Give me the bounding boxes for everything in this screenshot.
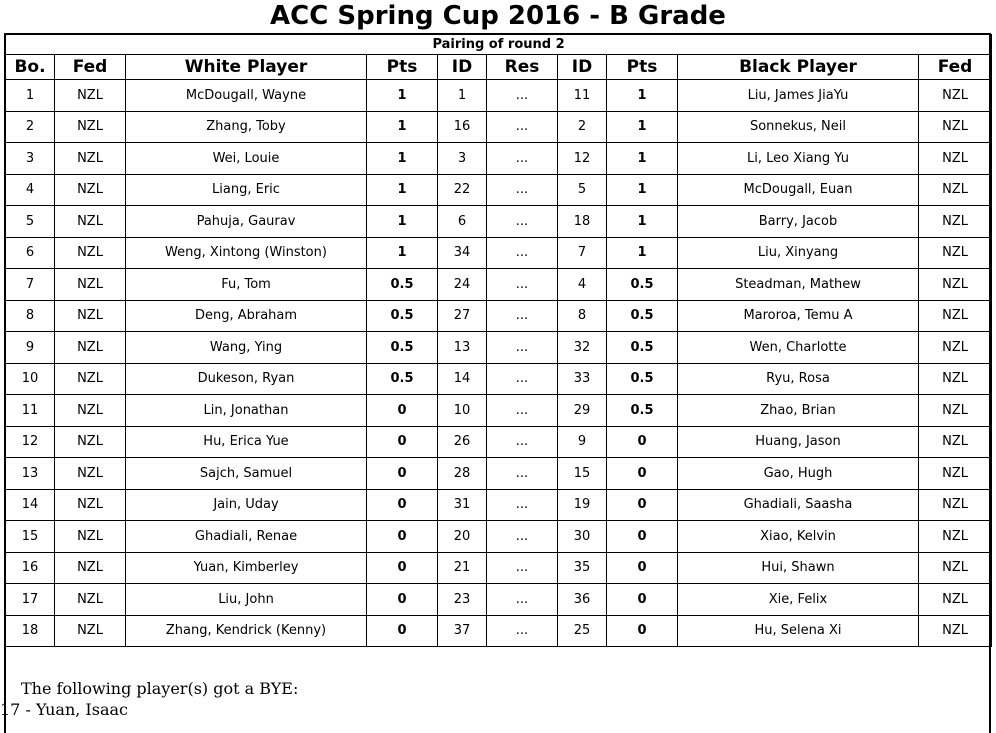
bye-player: 17 - Yuan, Isaac — [0, 700, 128, 719]
black-player-cell: Sonnekus, Neil — [678, 111, 919, 143]
bye-label: The following player(s) got a BYE: — [21, 679, 299, 698]
table-row — [6, 521, 992, 553]
black-fed-cell: NZL — [919, 584, 992, 616]
header-black-player: Black Player — [678, 55, 919, 80]
white-player-cell: Jain, Uday — [126, 489, 367, 521]
white-id-cell: 21 — [438, 552, 487, 584]
white-player-cell: Yuan, Kimberley — [126, 552, 367, 584]
header-white-fed: Fed — [55, 55, 126, 80]
white-player-cell: Fu, Tom — [126, 269, 367, 301]
white-fed-cell: NZL — [55, 458, 126, 490]
board-cell: 12 — [6, 426, 55, 458]
black-player-cell: McDougall, Euan — [678, 174, 919, 206]
board-cell: 11 — [6, 395, 55, 427]
board-cell: 8 — [6, 300, 55, 332]
result-cell: ... — [487, 395, 558, 427]
board-cell: 16 — [6, 552, 55, 584]
board-cell: 10 — [6, 363, 55, 395]
white-player-cell: Zhang, Toby — [126, 111, 367, 143]
table-row — [6, 143, 992, 175]
table-row — [6, 269, 992, 301]
black-fed-cell: NZL — [919, 174, 992, 206]
header-black-pts: Pts — [607, 55, 678, 80]
white-player-cell: Weng, Xintong (Winston) — [126, 237, 367, 269]
white-fed-cell: NZL — [55, 174, 126, 206]
table-row — [6, 395, 992, 427]
white-player-cell: Sajch, Samuel — [126, 458, 367, 490]
black-player-cell: Li, Leo Xiang Yu — [678, 143, 919, 175]
black-fed-cell: NZL — [919, 206, 992, 238]
black-pts-cell: 1 — [607, 143, 678, 175]
board-cell: 1 — [6, 80, 55, 112]
header-board: Bo. — [6, 55, 55, 80]
black-player-cell: Steadman, Mathew — [678, 269, 919, 301]
white-id-cell: 26 — [438, 426, 487, 458]
white-fed-cell: NZL — [55, 584, 126, 616]
black-id-cell: 18 — [558, 206, 607, 238]
result-cell: ... — [487, 521, 558, 553]
white-fed-cell: NZL — [55, 426, 126, 458]
result-cell: ... — [487, 269, 558, 301]
black-fed-cell: NZL — [919, 363, 992, 395]
white-fed-cell: NZL — [55, 80, 126, 112]
black-id-cell: 12 — [558, 143, 607, 175]
white-fed-cell: NZL — [55, 552, 126, 584]
white-pts-cell: 0.5 — [367, 300, 438, 332]
white-fed-cell: NZL — [55, 363, 126, 395]
header-white-pts: Pts — [367, 55, 438, 80]
black-id-cell: 15 — [558, 458, 607, 490]
black-pts-cell: 1 — [607, 80, 678, 112]
result-cell: ... — [487, 237, 558, 269]
table-row — [6, 363, 992, 395]
white-player-cell: Hu, Erica Yue — [126, 426, 367, 458]
white-id-cell: 31 — [438, 489, 487, 521]
black-id-cell: 25 — [558, 615, 607, 647]
table-row — [6, 174, 992, 206]
white-fed-cell: NZL — [55, 615, 126, 647]
black-pts-cell: 0 — [607, 521, 678, 553]
result-cell: ... — [487, 458, 558, 490]
black-id-cell: 5 — [558, 174, 607, 206]
table-row — [6, 206, 992, 238]
white-fed-cell: NZL — [55, 332, 126, 364]
result-cell: ... — [487, 489, 558, 521]
white-id-cell: 28 — [438, 458, 487, 490]
table-row — [6, 552, 992, 584]
board-cell: 14 — [6, 489, 55, 521]
black-player-cell: Hu, Selena Xi — [678, 615, 919, 647]
black-id-cell: 32 — [558, 332, 607, 364]
white-fed-cell: NZL — [55, 143, 126, 175]
white-id-cell: 27 — [438, 300, 487, 332]
black-player-cell: Hui, Shawn — [678, 552, 919, 584]
black-fed-cell: NZL — [919, 395, 992, 427]
white-fed-cell: NZL — [55, 395, 126, 427]
table-row — [6, 615, 992, 647]
black-fed-cell: NZL — [919, 237, 992, 269]
black-fed-cell: NZL — [919, 300, 992, 332]
result-cell: ... — [487, 363, 558, 395]
white-pts-cell: 0.5 — [367, 332, 438, 364]
result-cell: ... — [487, 615, 558, 647]
white-player-cell: Lin, Jonathan — [126, 395, 367, 427]
white-pts-cell: 0 — [367, 552, 438, 584]
white-pts-cell: 1 — [367, 80, 438, 112]
white-pts-cell: 0 — [367, 615, 438, 647]
black-id-cell: 8 — [558, 300, 607, 332]
black-fed-cell: NZL — [919, 143, 992, 175]
black-pts-cell: 1 — [607, 206, 678, 238]
result-cell: ... — [487, 143, 558, 175]
white-fed-cell: NZL — [55, 269, 126, 301]
white-pts-cell: 0.5 — [367, 363, 438, 395]
white-fed-cell: NZL — [55, 237, 126, 269]
black-fed-cell: NZL — [919, 489, 992, 521]
white-fed-cell: NZL — [55, 300, 126, 332]
white-pts-cell: 0 — [367, 489, 438, 521]
white-player-cell: Zhang, Kendrick (Kenny) — [126, 615, 367, 647]
caption-row — [6, 34, 992, 55]
table-row — [6, 300, 992, 332]
white-id-cell: 37 — [438, 615, 487, 647]
round-caption: Pairing of round 2 — [6, 34, 992, 55]
board-cell: 4 — [6, 174, 55, 206]
board-cell: 13 — [6, 458, 55, 490]
black-id-cell: 33 — [558, 363, 607, 395]
white-id-cell: 34 — [438, 237, 487, 269]
black-id-cell: 4 — [558, 269, 607, 301]
header-black-fed: Fed — [919, 55, 992, 80]
black-player-cell: Xie, Felix — [678, 584, 919, 616]
white-pts-cell: 1 — [367, 111, 438, 143]
black-pts-cell: 0 — [607, 584, 678, 616]
result-cell: ... — [487, 174, 558, 206]
black-id-cell: 30 — [558, 521, 607, 553]
black-pts-cell: 0.5 — [607, 269, 678, 301]
board-cell: 9 — [6, 332, 55, 364]
result-cell: ... — [487, 111, 558, 143]
result-cell: ... — [487, 584, 558, 616]
header-black-id: ID — [558, 55, 607, 80]
white-fed-cell: NZL — [55, 521, 126, 553]
black-fed-cell: NZL — [919, 269, 992, 301]
black-id-cell: 7 — [558, 237, 607, 269]
black-player-cell: Wen, Charlotte — [678, 332, 919, 364]
black-pts-cell: 0.5 — [607, 363, 678, 395]
white-pts-cell: 1 — [367, 174, 438, 206]
table-row — [6, 489, 992, 521]
white-pts-cell: 0.5 — [367, 269, 438, 301]
white-player-cell: Ghadiali, Renae — [126, 521, 367, 553]
result-cell: ... — [487, 206, 558, 238]
black-player-cell: Gao, Hugh — [678, 458, 919, 490]
header-result: Res — [487, 55, 558, 80]
board-cell: 15 — [6, 521, 55, 553]
black-player-cell: Xiao, Kelvin — [678, 521, 919, 553]
white-id-cell: 24 — [438, 269, 487, 301]
board-cell: 17 — [6, 584, 55, 616]
result-cell: ... — [487, 552, 558, 584]
black-player-cell: Liu, James JiaYu — [678, 80, 919, 112]
black-pts-cell: 1 — [607, 174, 678, 206]
black-pts-cell: 0.5 — [607, 395, 678, 427]
white-id-cell: 3 — [438, 143, 487, 175]
header-white-id: ID — [438, 55, 487, 80]
black-fed-cell: NZL — [919, 111, 992, 143]
black-id-cell: 11 — [558, 80, 607, 112]
black-fed-cell: NZL — [919, 332, 992, 364]
white-id-cell: 14 — [438, 363, 487, 395]
black-pts-cell: 0 — [607, 615, 678, 647]
pairings-table — [5, 34, 992, 647]
black-id-cell: 29 — [558, 395, 607, 427]
white-player-cell: McDougall, Wayne — [126, 80, 367, 112]
black-player-cell: Huang, Jason — [678, 426, 919, 458]
black-pts-cell: 0 — [607, 489, 678, 521]
white-id-cell: 1 — [438, 80, 487, 112]
white-fed-cell: NZL — [55, 111, 126, 143]
board-cell: 6 — [6, 237, 55, 269]
white-player-cell: Pahuja, Gaurav — [126, 206, 367, 238]
black-id-cell: 36 — [558, 584, 607, 616]
table-row — [6, 111, 992, 143]
pairing-rows — [6, 80, 992, 647]
table-row — [6, 584, 992, 616]
black-id-cell: 2 — [558, 111, 607, 143]
table-row — [6, 458, 992, 490]
black-player-cell: Maroroa, Temu A — [678, 300, 919, 332]
table-row — [6, 80, 992, 112]
black-id-cell: 19 — [558, 489, 607, 521]
black-id-cell: 35 — [558, 552, 607, 584]
result-cell: ... — [487, 80, 558, 112]
board-cell: 2 — [6, 111, 55, 143]
board-cell: 7 — [6, 269, 55, 301]
black-player-cell: Liu, Xinyang — [678, 237, 919, 269]
white-fed-cell: NZL — [55, 206, 126, 238]
white-id-cell: 22 — [438, 174, 487, 206]
white-id-cell: 6 — [438, 206, 487, 238]
black-fed-cell: NZL — [919, 458, 992, 490]
white-player-cell: Deng, Abraham — [126, 300, 367, 332]
white-pts-cell: 0 — [367, 426, 438, 458]
white-pts-cell: 0 — [367, 395, 438, 427]
white-player-cell: Liu, John — [126, 584, 367, 616]
white-player-cell: Wei, Louie — [126, 143, 367, 175]
black-player-cell: Zhao, Brian — [678, 395, 919, 427]
table-row — [6, 426, 992, 458]
white-id-cell: 16 — [438, 111, 487, 143]
table-row — [6, 237, 992, 269]
white-player-cell: Liang, Eric — [126, 174, 367, 206]
board-cell: 18 — [6, 615, 55, 647]
black-fed-cell: NZL — [919, 521, 992, 553]
white-id-cell: 23 — [438, 584, 487, 616]
header-row — [6, 55, 992, 80]
black-pts-cell: 0 — [607, 458, 678, 490]
black-fed-cell: NZL — [919, 552, 992, 584]
black-fed-cell: NZL — [919, 80, 992, 112]
white-player-cell: Dukeson, Ryan — [126, 363, 367, 395]
result-cell: ... — [487, 426, 558, 458]
white-fed-cell: NZL — [55, 489, 126, 521]
white-pts-cell: 1 — [367, 206, 438, 238]
header-white-player: White Player — [126, 55, 367, 80]
white-pts-cell: 1 — [367, 143, 438, 175]
result-cell: ... — [487, 332, 558, 364]
black-player-cell: Ryu, Rosa — [678, 363, 919, 395]
white-id-cell: 10 — [438, 395, 487, 427]
black-pts-cell: 0 — [607, 552, 678, 584]
white-pts-cell: 0 — [367, 584, 438, 616]
table-row — [6, 332, 992, 364]
black-player-cell: Ghadiali, Saasha — [678, 489, 919, 521]
page-title: ACC Spring Cup 2016 - B Grade — [270, 1, 726, 31]
white-pts-cell: 0 — [367, 458, 438, 490]
white-pts-cell: 0 — [367, 521, 438, 553]
black-id-cell: 9 — [558, 426, 607, 458]
black-player-cell: Barry, Jacob — [678, 206, 919, 238]
bye-section — [0, 678, 298, 720]
white-id-cell: 20 — [438, 521, 487, 553]
black-pts-cell: 1 — [607, 111, 678, 143]
black-pts-cell: 0 — [607, 426, 678, 458]
white-pts-cell: 1 — [367, 237, 438, 269]
black-pts-cell: 0.5 — [607, 300, 678, 332]
black-fed-cell: NZL — [919, 426, 992, 458]
result-cell: ... — [487, 300, 558, 332]
black-pts-cell: 1 — [607, 237, 678, 269]
black-pts-cell: 0.5 — [607, 332, 678, 364]
white-id-cell: 13 — [438, 332, 487, 364]
white-player-cell: Wang, Ying — [126, 332, 367, 364]
board-cell: 3 — [6, 143, 55, 175]
black-fed-cell: NZL — [919, 615, 992, 647]
board-cell: 5 — [6, 206, 55, 238]
